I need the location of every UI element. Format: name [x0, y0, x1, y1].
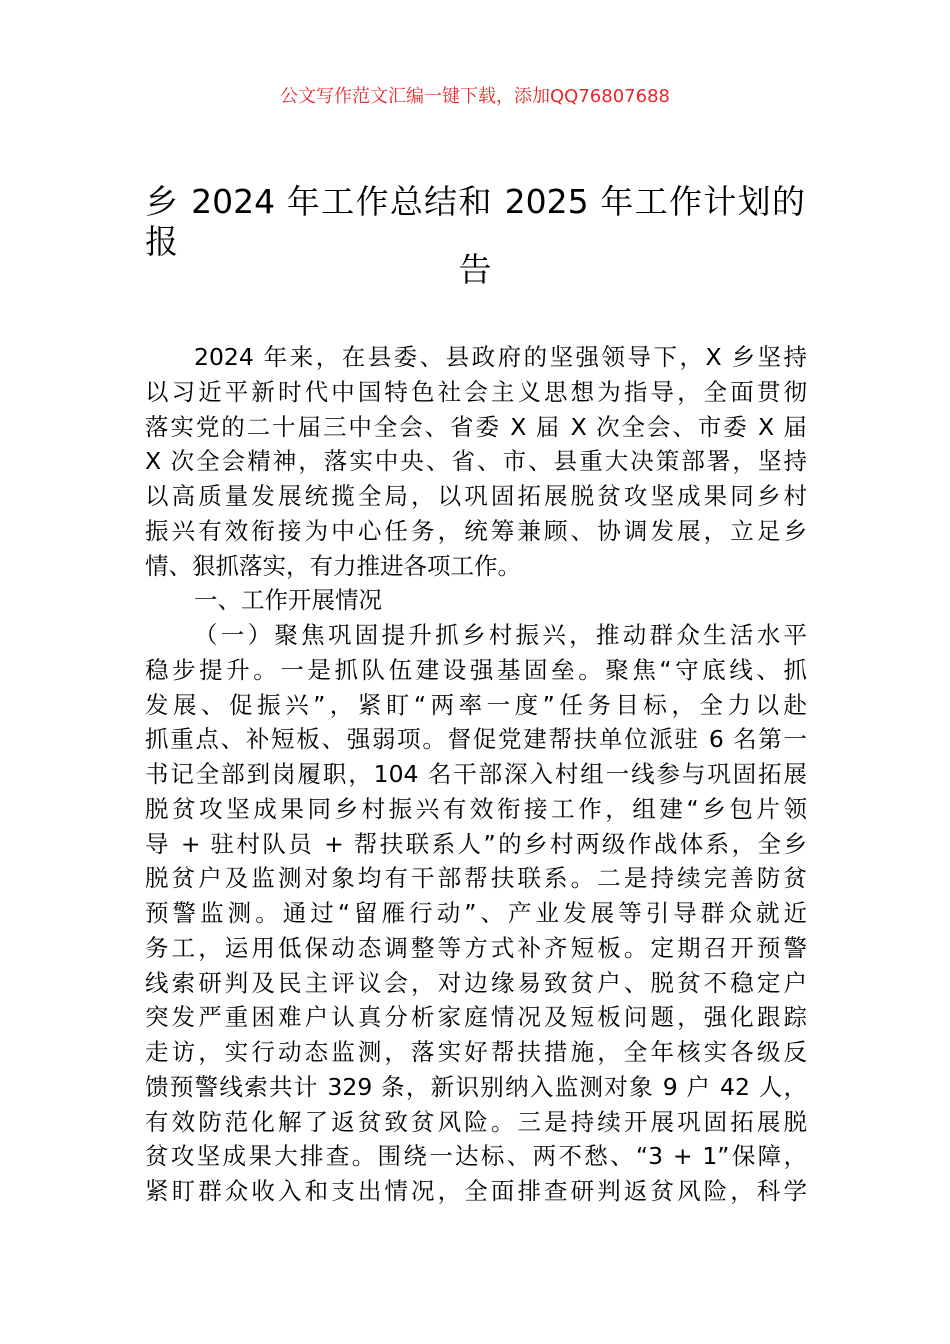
body-text-line: X 次全会精神，落实中央、省、市、县重大决策部署，坚持 [145, 447, 807, 476]
body-text-line: 落实党的二十届三中全会、省委 X 届 X 次全会、市委 X 届 [145, 412, 807, 441]
body-text-line: 以高质量发展统揽全局，以巩固拓展脱贫攻坚成果同乡村 [145, 482, 807, 510]
body-text-line: （一）聚焦巩固提升抓乡村振兴，推动群众生活水平 [194, 621, 807, 649]
body-text-line: 书记全部到岗履职，104 名干部深入村组一线参与巩固拓展 [145, 760, 807, 788]
body-text-line: 突发严重困难户认真分析家庭情况及短板问题，强化跟踪 [145, 1003, 807, 1032]
body-text-line: 抓重点、补短板、强弱项。督促党建帮扶单位派驻 6 名第一 [145, 725, 807, 754]
body-text-line: 走访，实行动态监测，落实好帮扶措施，全年核实各级反 [145, 1038, 807, 1066]
body-text-line: 线索研判及民主评议会，对边缘易致贫户、脱贫不稳定户 [145, 968, 807, 997]
body-text-line: 脱贫户及监测对象均有干部帮扶联系。二是持续完善防贫 [145, 864, 807, 893]
body-text-line: 发展、促振兴”，紧盯“两率一度”任务目标，全力以赴 [145, 690, 807, 719]
body-text-line: 稳步提升。一是抓队伍建设强基固垒。聚焦“守底线、抓 [145, 655, 807, 684]
body-text-line: 振兴有效衔接为中心任务，统筹兼顾、协调发展，立足乡 [145, 516, 807, 545]
document-body [145, 340, 807, 1209]
body-text-line: 情、狠抓落实，有力推进各项工作。 [145, 551, 521, 580]
body-text-line: 一、工作开展情况 [194, 586, 382, 615]
body-text-line: 贫攻坚成果大排查。围绕一达标、两不愁、“3 + 1”保障， [145, 1142, 807, 1171]
document-title-line-2: 告 [458, 250, 492, 289]
body-text-line: 导 + 驻村队员 + 帮扶联系人”的乡村两级作战体系，全乡 [145, 829, 807, 858]
header-watermark: 公文写作范文汇编一键下载，添加QQ76807688 [280, 86, 670, 107]
document-title-line-1: 乡 2024 年工作总结和 2025 年工作计划的报 [145, 182, 805, 261]
body-text-line: 2024 年来，在县委、县政府的坚强领导下，X 乡坚持 [194, 343, 807, 371]
body-text-line: 预警监测。通过“留雁行动”、产业发展等引导群众就近 [145, 899, 807, 927]
body-text-line: 紧盯群众收入和支出情况，全面排查研判返贫风险，科学 [145, 1177, 807, 1205]
body-text-line: 以习近平新时代中国特色社会主义思想为指导，全面贯彻 [145, 377, 807, 406]
body-text-line: 馈预警线索共计 329 条，新识别纳入监测对象 9 户 42 人， [145, 1072, 807, 1101]
body-text-line: 有效防范化解了返贫致贫风险。三是持续开展巩固拓展脱 [145, 1107, 807, 1136]
body-text-line: 脱贫攻坚成果同乡村振兴有效衔接工作，组建“乡包片领 [145, 794, 807, 823]
body-text-line: 务工，运用低保动态调整等方式补齐短板。定期召开预警 [145, 933, 807, 962]
